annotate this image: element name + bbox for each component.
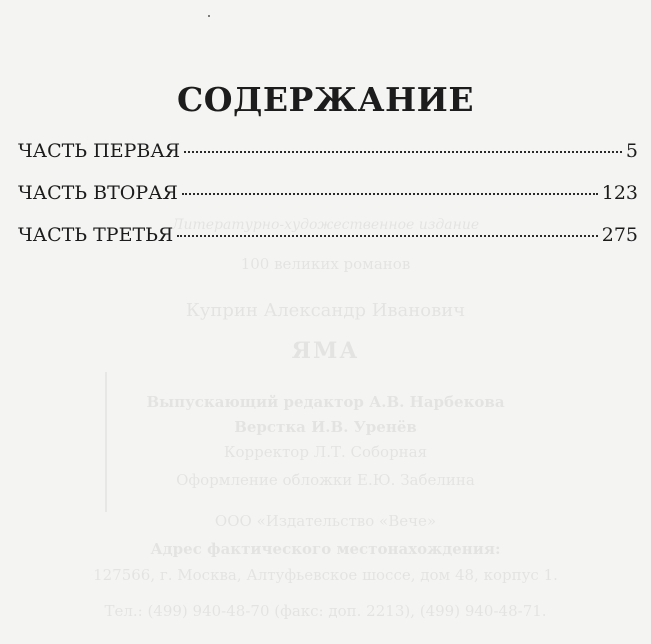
page-title: СОДЕРЖАНИЕ — [176, 80, 474, 119]
show-through-line: ЯМА — [291, 338, 360, 364]
toc-entry-page: 275 — [601, 224, 638, 246]
show-through-line: ООО «Издательство «Вече» — [214, 512, 437, 530]
show-through-line: Корректор Л.Т. Соборная — [223, 443, 428, 461]
toc-entry[interactable] — [18, 182, 638, 224]
toc-entry[interactable] — [18, 224, 638, 266]
table-of-contents — [18, 140, 638, 266]
dot-leader — [184, 151, 622, 153]
toc-entry-page: 123 — [601, 182, 638, 204]
show-through-line: Куприн Александр Иванович — [185, 300, 466, 321]
toc-entry-label: ЧАСТЬ ВТОРАЯ — [18, 182, 178, 204]
show-through-line: Литературно-художественное издание — [171, 217, 480, 233]
show-through-line: Тел.: (499) 940-48-70 (факс: доп. 2213), (499) 940-48-71. — [104, 602, 547, 620]
toc-entry[interactable] — [18, 140, 638, 182]
toc-entry-label: ЧАСТЬ ТРЕТЬЯ — [18, 224, 174, 246]
show-through-line: Верстка И.В. Уренёв — [234, 418, 417, 436]
ink-speck — [208, 15, 210, 17]
show-through-line: 127566, г. Москва, Алтуфьевское шоссе, дом 48, корпус 1. — [93, 566, 558, 584]
toc-entry-label: ЧАСТЬ ПЕРВАЯ — [18, 140, 181, 162]
show-through-line: Оформление обложки Е.Ю. Забелина — [176, 471, 475, 489]
dot-leader — [177, 235, 597, 237]
show-through-line: 100 великих романов — [240, 255, 411, 273]
toc-entry-page: 5 — [625, 140, 638, 162]
dot-leader — [182, 193, 598, 195]
show-through-line: Адрес фактического местонахождения: — [150, 540, 501, 558]
show-through-line: Выпускающий редактор А.В. Нарбекова — [146, 393, 505, 411]
